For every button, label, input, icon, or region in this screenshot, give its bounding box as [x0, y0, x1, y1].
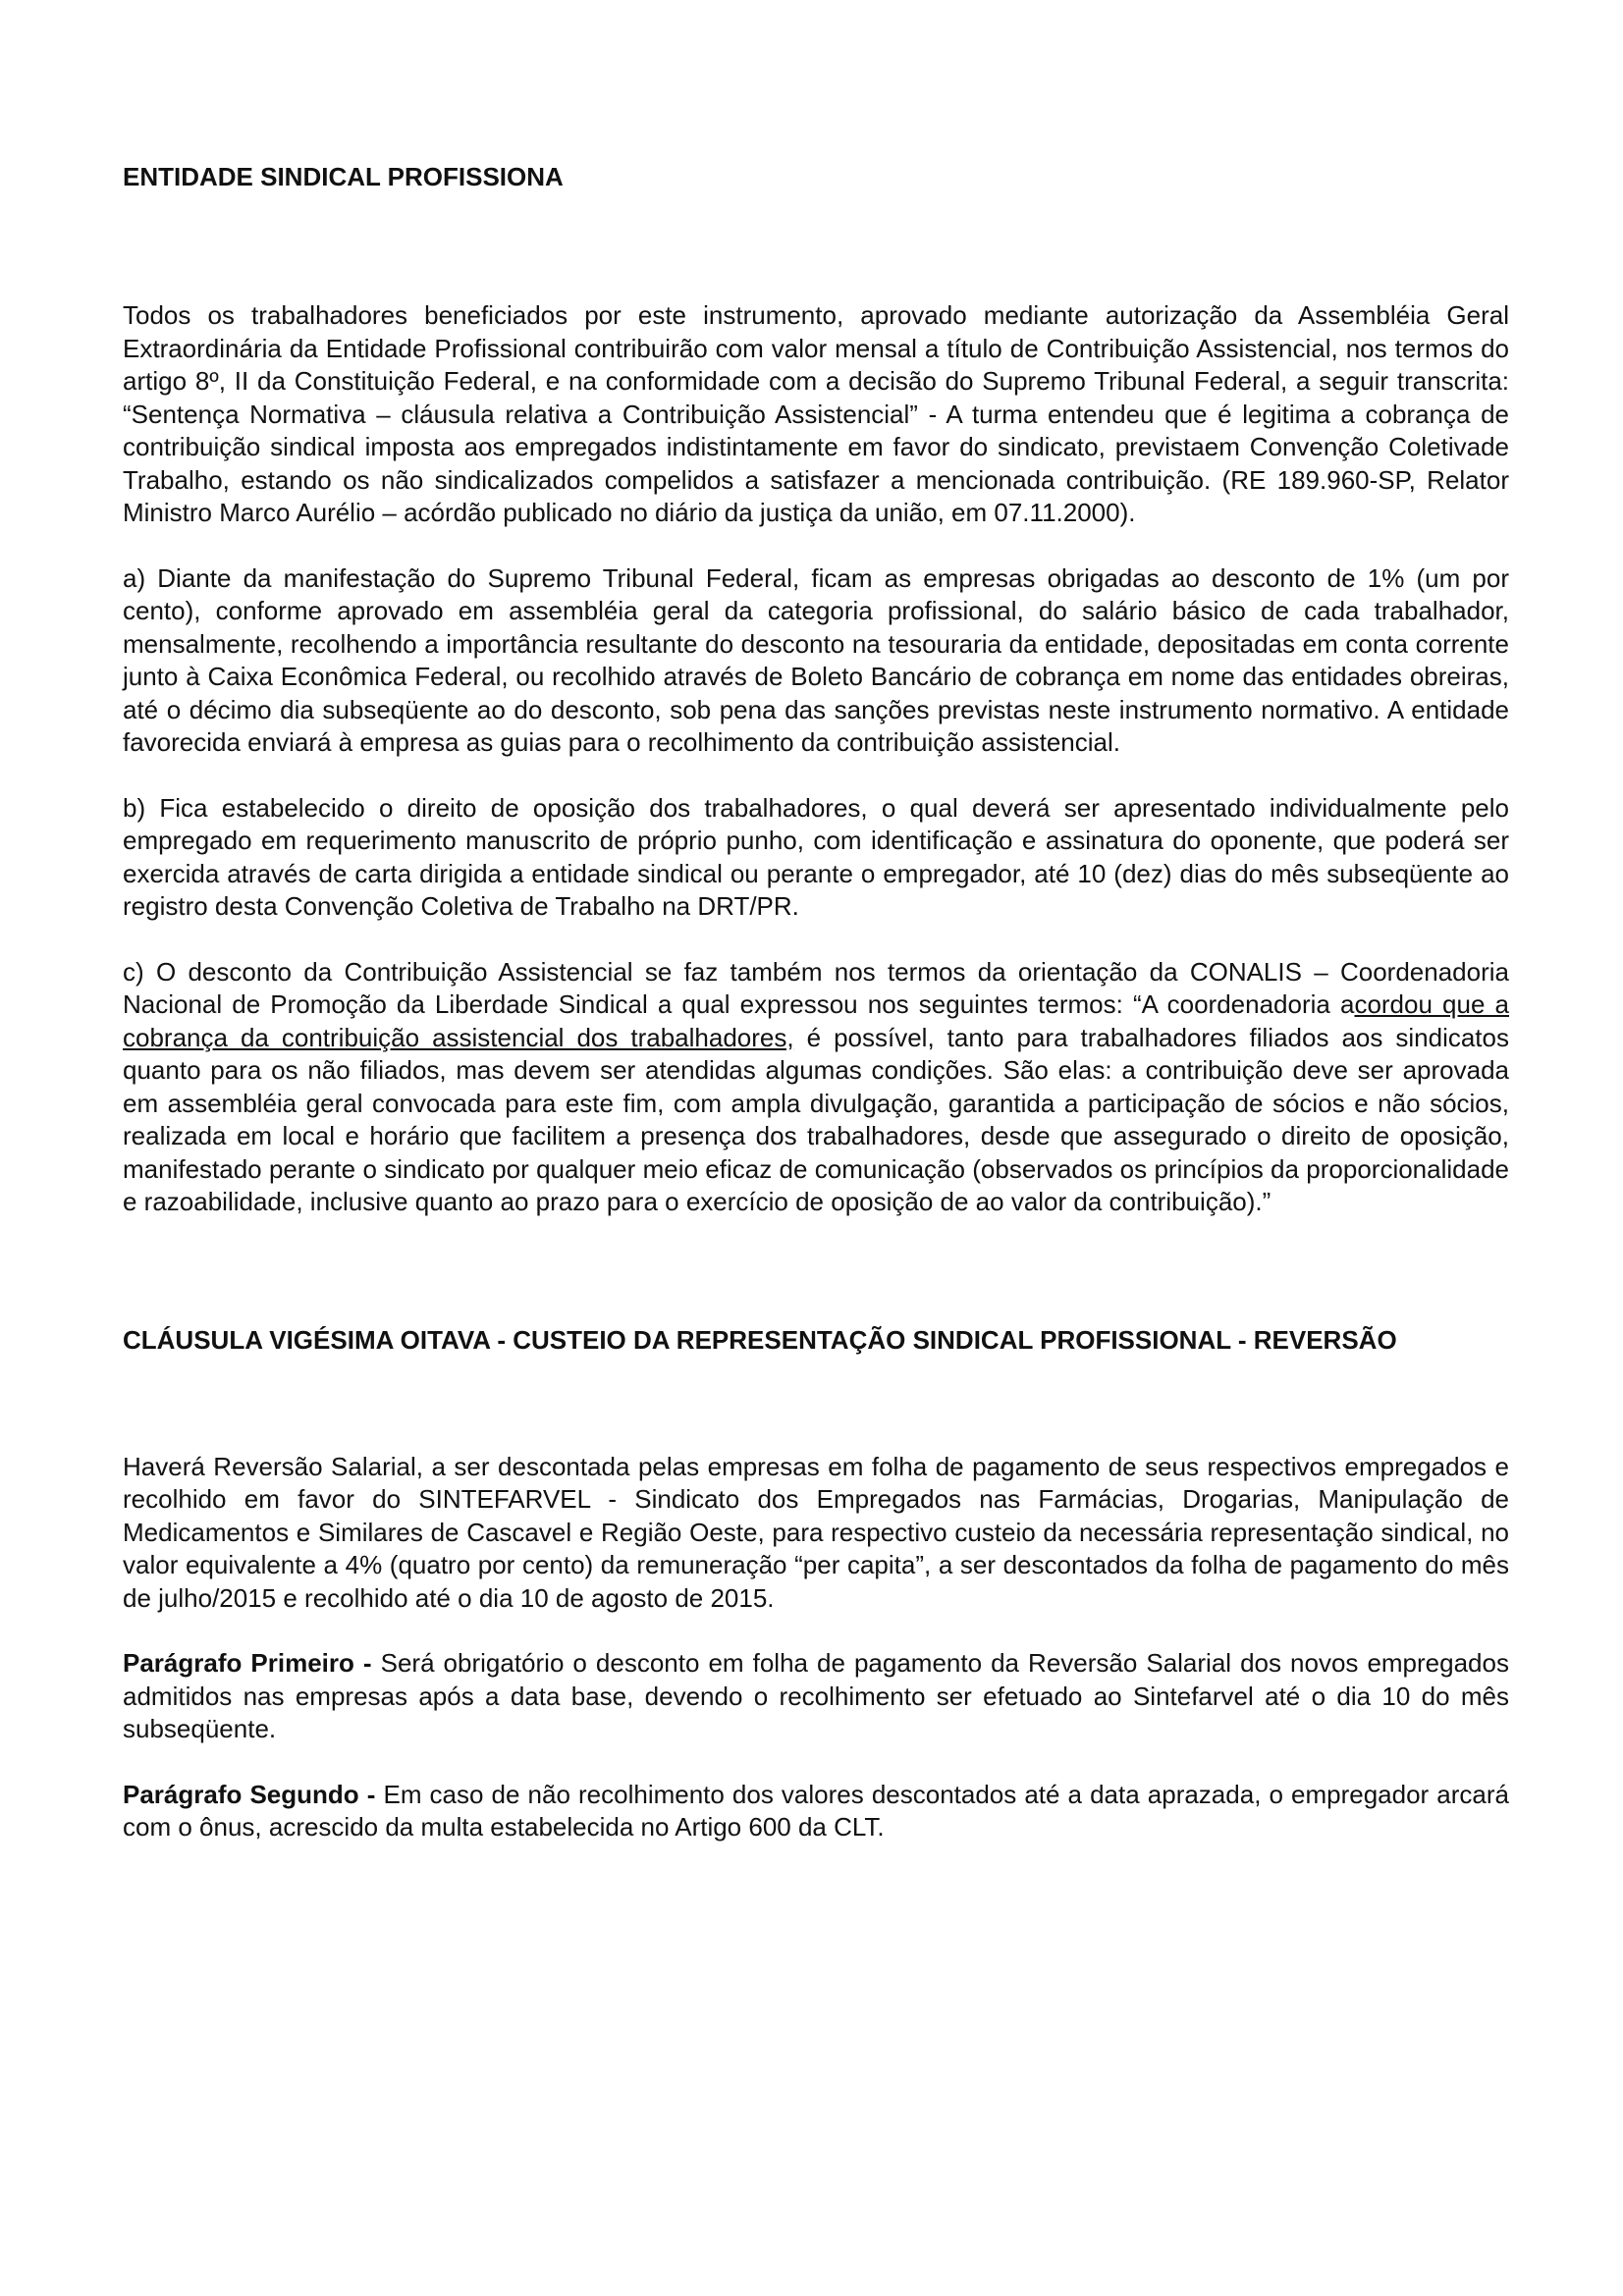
paragraph-primeiro: [123, 1647, 1509, 1746]
paragraph-primeiro-text: Será obrigatório o desconto em folha de pagamento da Reversão Salarial dos novos empregados admitidos nas empresas após a data base, devendo o recolhimento ser efetuado ao Sintefarvel até o dia 10 do mês subseqüente.: [123, 1648, 1509, 1743]
paragraph-segundo-text: Em caso de não recolhimento dos valores descontados até a data aprazada, o empregador arcará com o ônus, acrescido da multa estabelecida no Artigo 600 da CLT.: [123, 1779, 1509, 1842]
document-body: [123, 160, 1509, 1844]
paragraph-segundo-label: Parágrafo Segundo -: [123, 1779, 376, 1809]
paragraph-item-a: a) Diante da manifestação do Supremo Tribunal Federal, ficam as empresas obrigadas ao desconto de 1% (um por cento), conforme aprovado em assembléia geral da categoria profissional, do salário básico de cada trabalhador, mensalmente, recolhendo a importância resultante do desconto na tesouraria da entidade, depositadas em conta corrente junto à Caixa Econômica Federal, ou recolhido através de Boleto Bancário de cobrança em nome das entidades obreiras, até o décimo dia subseqüente ao do desconto, sob pena das sanções previstas neste instrumento normativo. A entidade favorecida enviará à empresa as guias para o recolhimento da contribuição assistencial.: [123, 562, 1509, 757]
paragraph-item-c-start: c) O desconto da Contribuição Assistencial se faz também nos termos da orientação da CONALIS – Coordenadoria Nacional de Promoção da Liberdade Sindical a qual expressou nos seguintes termos: “A coordenadoria a: [123, 956, 1509, 1019]
paragraph-contribuicao-assistencial: Todos os trabalhadores beneficiados por este instrumento, aprovado mediante autorização da Assembléia Geral Extraordinária da Entidade Profissional contribuirão com valor mensal a título de Contribuição Assistencial, nos termos do artigo 8º, II da Constituição Federal, e na conformidade com a decisão do Supremo Tribunal Federal, a seguir transcrita: “Sentença Normativa – cláusula relativa a Contribuição Assistencial” - A turma entendeu que é legitima a cobrança de contribuição sindical imposta aos empregados indistintamente em favor do sindicato, previstaem Convenção Coletivade Trabalho, estando os não sindicalizados compelidos a satisfazer a mencionada contribuição. (RE 189.960-SP, Relator Ministro Marco Aurélio – acórdão publicado no diário da justiça da união, em 07.11.2000).: [123, 300, 1509, 527]
paragraph-item-c: [123, 956, 1509, 1219]
paragraph-item-c-end: é possível, tanto para trabalhadores filiados aos sindicatos quanto para os não filiados, mas devem ser atendidas algumas condições. São elas: a contribuição deve ser aprovada em assembléia geral convocada para este fim, com ampla divulgação, garantida a participação de sócios e não sócios, realizada em local e horário que facilitem a presença dos trabalhadores, desde que assegurado o direito de oposição, manifestado perante o sindicato por qualquer meio eficaz de comunicação (observados os princípios da proporcionalidade e razoabilidade, inclusive quanto ao prazo para o exercício de oposição de ao valor da contribuição).”: [123, 1022, 1509, 1216]
clause-heading-vigesima-oitava: CLÁUSULA VIGÉSIMA OITAVA - CUSTEIO DA REPRESENTAÇÃO SINDICAL PROFISSIONAL - REVERSÃO: [123, 1324, 1397, 1355]
paragraph-primeiro-label: Parágrafo Primeiro -: [123, 1648, 372, 1678]
paragraph-segundo: [123, 1779, 1509, 1844]
section-heading-entidade-sindical: ENTIDADE SINDICAL PROFISSIONA: [123, 162, 564, 191]
paragraph-item-c-underlined: cordou que a cobrança da contribuição assistencial dos trabalhadores,: [123, 989, 1509, 1052]
paragraph-reversao-salarial: Haverá Reversão Salarial, a ser descontada pelas empresas em folha de pagamento de seus respectivos empregados e recolhido em favor do SINTEFARVEL - Sindicato dos Empregados nas Farmácias, Drogarias, Manipulação de Medicamentos e Similares de Cascavel e Região Oeste, para respectivo custeio da necessária representação sindical, no valor equivalente a 4% (quatro por cento) da remuneração “per capita”, a ser descontados da folha de pagamento do mês de julho/2015 e recolhido até o dia 10 de agosto de 2015.: [123, 1451, 1509, 1613]
paragraph-item-b: b) Fica estabelecido o direito de oposição dos trabalhadores, o qual deverá ser apresentado individualmente pelo empregado em requerimento manuscrito de próprio punho, com identificação e assinatura do oponente, que poderá ser exercida através de carta dirigida a entidade sindical ou perante o empregador, até 10 (dez) dias do mês subseqüente ao registro desta Convenção Coletiva de Trabalho na DRT/PR.: [123, 792, 1509, 921]
